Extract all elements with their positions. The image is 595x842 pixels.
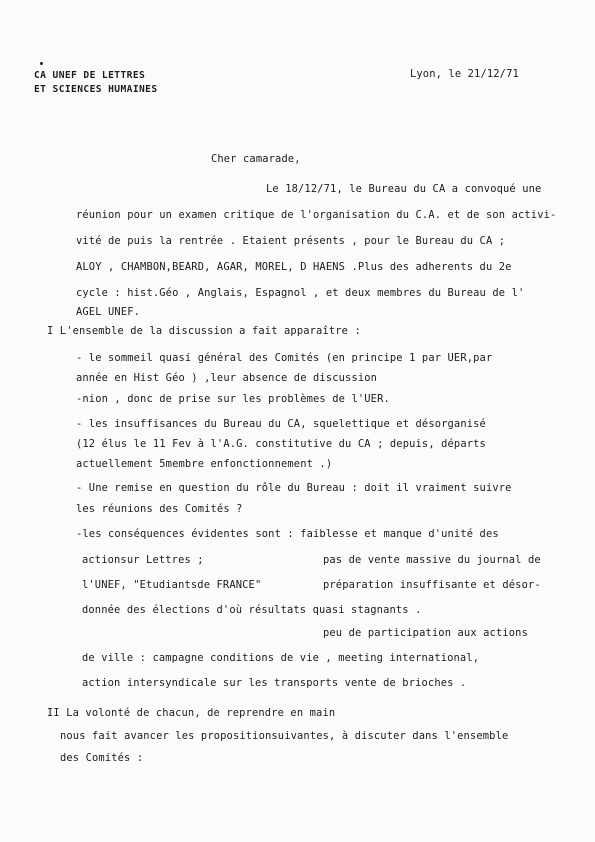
section-1-line: peu de participation aux actions <box>323 627 528 639</box>
section-1-line: -nion , donc de prise sur les problèmes de l'UER. <box>76 393 390 405</box>
place-date: Lyon, le 21/12/71 <box>410 68 519 80</box>
section-1-line: - Une remise en question du rôle du Bureau : doit il vraiment suivre <box>76 482 512 494</box>
section-1-line: - le sommeil quasi général des Comités (en principe 1 par UER,par <box>76 352 493 364</box>
section-2-heading: II La volonté de chacun, de reprendre en main <box>47 707 336 719</box>
ink-speck <box>40 62 43 65</box>
intro-line: ALOY , CHAMBON,BEARD, AGAR, MOREL, D HAENS .Plus des adherents du 2e <box>76 261 512 273</box>
intro-line: réunion pour un examen critique de l'organisation du C.A. et de son activi- <box>76 209 557 221</box>
section-1-line: pas de vente massive du journal de <box>323 554 541 566</box>
section-1-line: action intersyndicale sur les transports vente de brioches . <box>82 677 467 689</box>
section-1-line: l'UNEF, "Etudiantsde FRANCE" <box>82 579 262 591</box>
section-1-line: -les conséquences évidentes sont : faiblesse et manque d'unité des <box>76 528 499 540</box>
section-2-line: nous fait avancer les propositionsuivantes, à discuter dans l'ensemble <box>60 730 509 742</box>
intro-line: cycle : hist.Géo , Anglais, Espagnol , et deux membres du Bureau de l' <box>76 287 525 299</box>
section-1-line: année en Hist Géo ) ,leur absence de discussion <box>76 372 378 384</box>
intro-line: Le 18/12/71, le Bureau du CA a convoqué une <box>266 183 542 195</box>
section-1-line: de ville : campagne conditions de vie , meeting international, <box>82 652 480 664</box>
intro-line: vité de puis la rentrée . Etaient présents , pour le Bureau du CA ; <box>76 235 506 247</box>
org-line-2: ET SCIENCES HUMAINES <box>34 84 158 95</box>
section-1-line: les réunions des Comités ? <box>76 503 243 515</box>
salutation: Cher camarade, <box>211 153 301 165</box>
section-1-line: actionsur Lettres ; <box>82 554 204 566</box>
section-1-line: (12 élus le 11 Fev à l'A.G. constitutive du CA ; depuis, départs <box>76 438 486 450</box>
org-line-1: CA UNEF DE LETTRES <box>34 70 146 81</box>
section-1-line: préparation insuffisante et désor- <box>323 579 541 591</box>
section-2-line: des Comités : <box>60 752 144 764</box>
section-1-line: actuellement 5membre enfonctionnement .) <box>76 458 333 470</box>
section-1-line: donnée des élections d'où résultats quasi stagnants . <box>82 604 422 616</box>
intro-line: AGEL UNEF. <box>76 306 141 318</box>
section-1-heading: I L'ensemble de la discussion a fait apparaître : <box>47 325 361 337</box>
section-1-line: - les insuffisances du Bureau du CA, squelettique et désorganisé <box>76 418 486 430</box>
